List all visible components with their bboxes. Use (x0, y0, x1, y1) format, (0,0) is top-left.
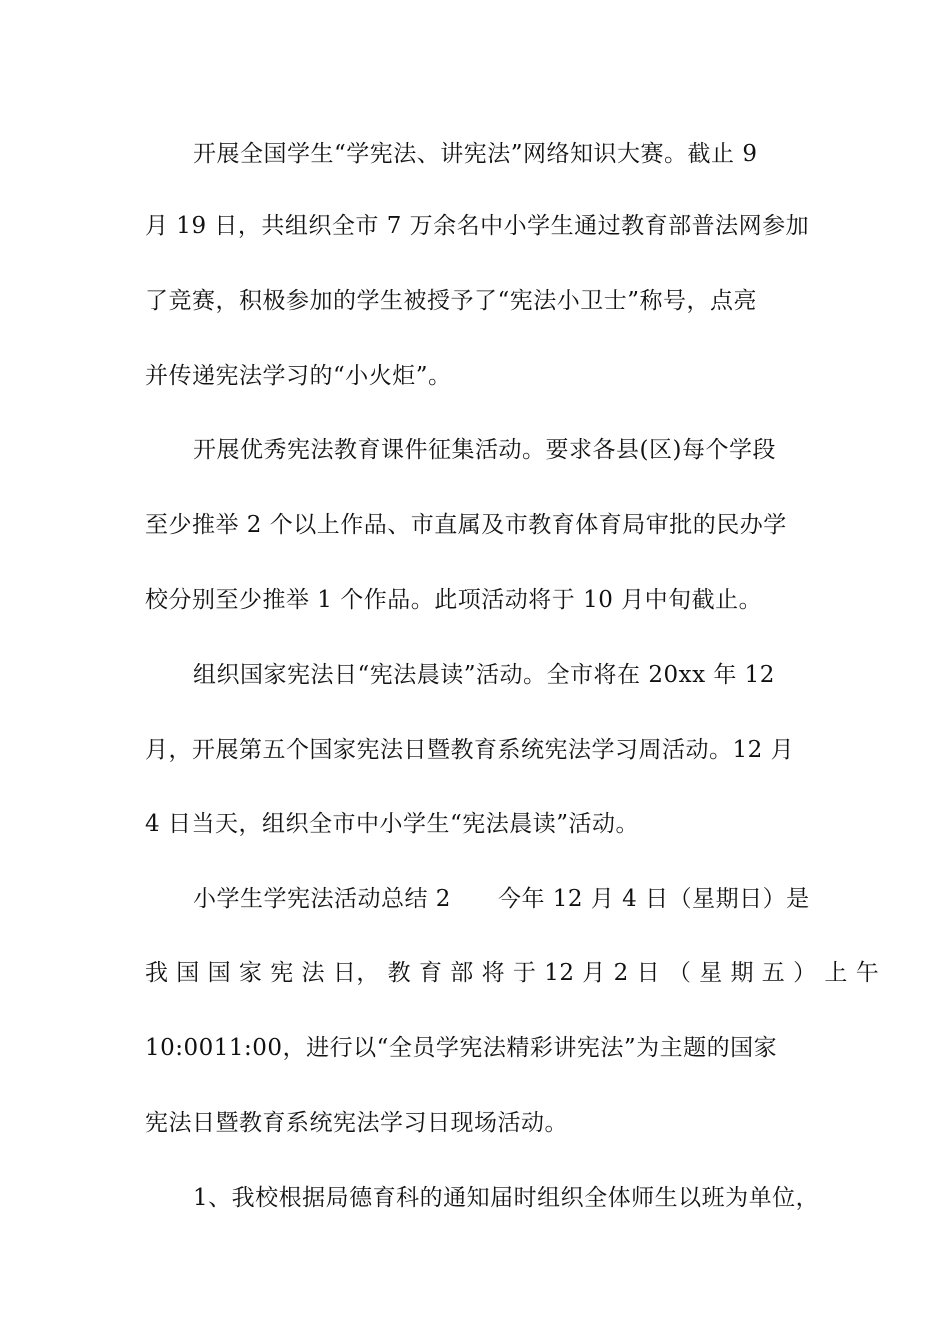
paragraph-3-line-1: 组织国家宪法日“宪法晨读”活动。全市将在 20xx 年 12 (193, 662, 775, 688)
paragraph-2-line-2: 至少推举 2 个以上作品、市直属及市教育体育局审批的民办学 (145, 512, 787, 538)
paragraph-4-line-1: 小学生学宪法活动总结 2 今年 12 月 4 日（星期日）是 (193, 886, 810, 912)
paragraph-3-line-3: 4 日当天，组织全市中小学生“宪法晨读”活动。 (145, 811, 639, 837)
paragraph-1-line-3: 了竞赛，积极参加的学生被授予了“宪法小卫士”称号，点亮 (145, 288, 758, 314)
paragraph-4-line-4: 宪法日暨教育系统宪法学习日现场活动。 (145, 1110, 568, 1136)
paragraph-3-line-2: 月，开展第五个国家宪法日暨教育系统宪法学习周活动。12 月 (145, 737, 795, 763)
paragraph-1-line-1: 开展全国学生“学宪法、讲宪法”网络知识大赛。截止 9 (193, 141, 758, 167)
paragraph-2-line-1: 开展优秀宪法教育课件征集活动。要求各县(区)每个学段 (193, 437, 776, 463)
paragraph-1-line-2: 月 19 日，共组织全市 7 万余名中小学生通过教育部普法网参加 (145, 213, 810, 239)
paragraph-1-line-4: 并传递宪法学习的“小火炬”。 (145, 363, 452, 389)
paragraph-5-line-1: 1、我校根据局德育科的通知届时组织全体师生以班为单位， (193, 1185, 820, 1211)
paragraph-4-line-2: 我 国 国 家 宪 法 日， 教 育 部 将 于 12 月 2 日 （ 星 期 五 ） 上 午 (145, 960, 880, 986)
paragraph-4-line-3: 10:0011:00，进行以“全员学宪法精彩讲宪法”为主题的国家 (145, 1035, 778, 1061)
paragraph-2-line-3: 校分别至少推举 1 个作品。此项活动将于 10 月中旬截止。 (145, 587, 763, 613)
